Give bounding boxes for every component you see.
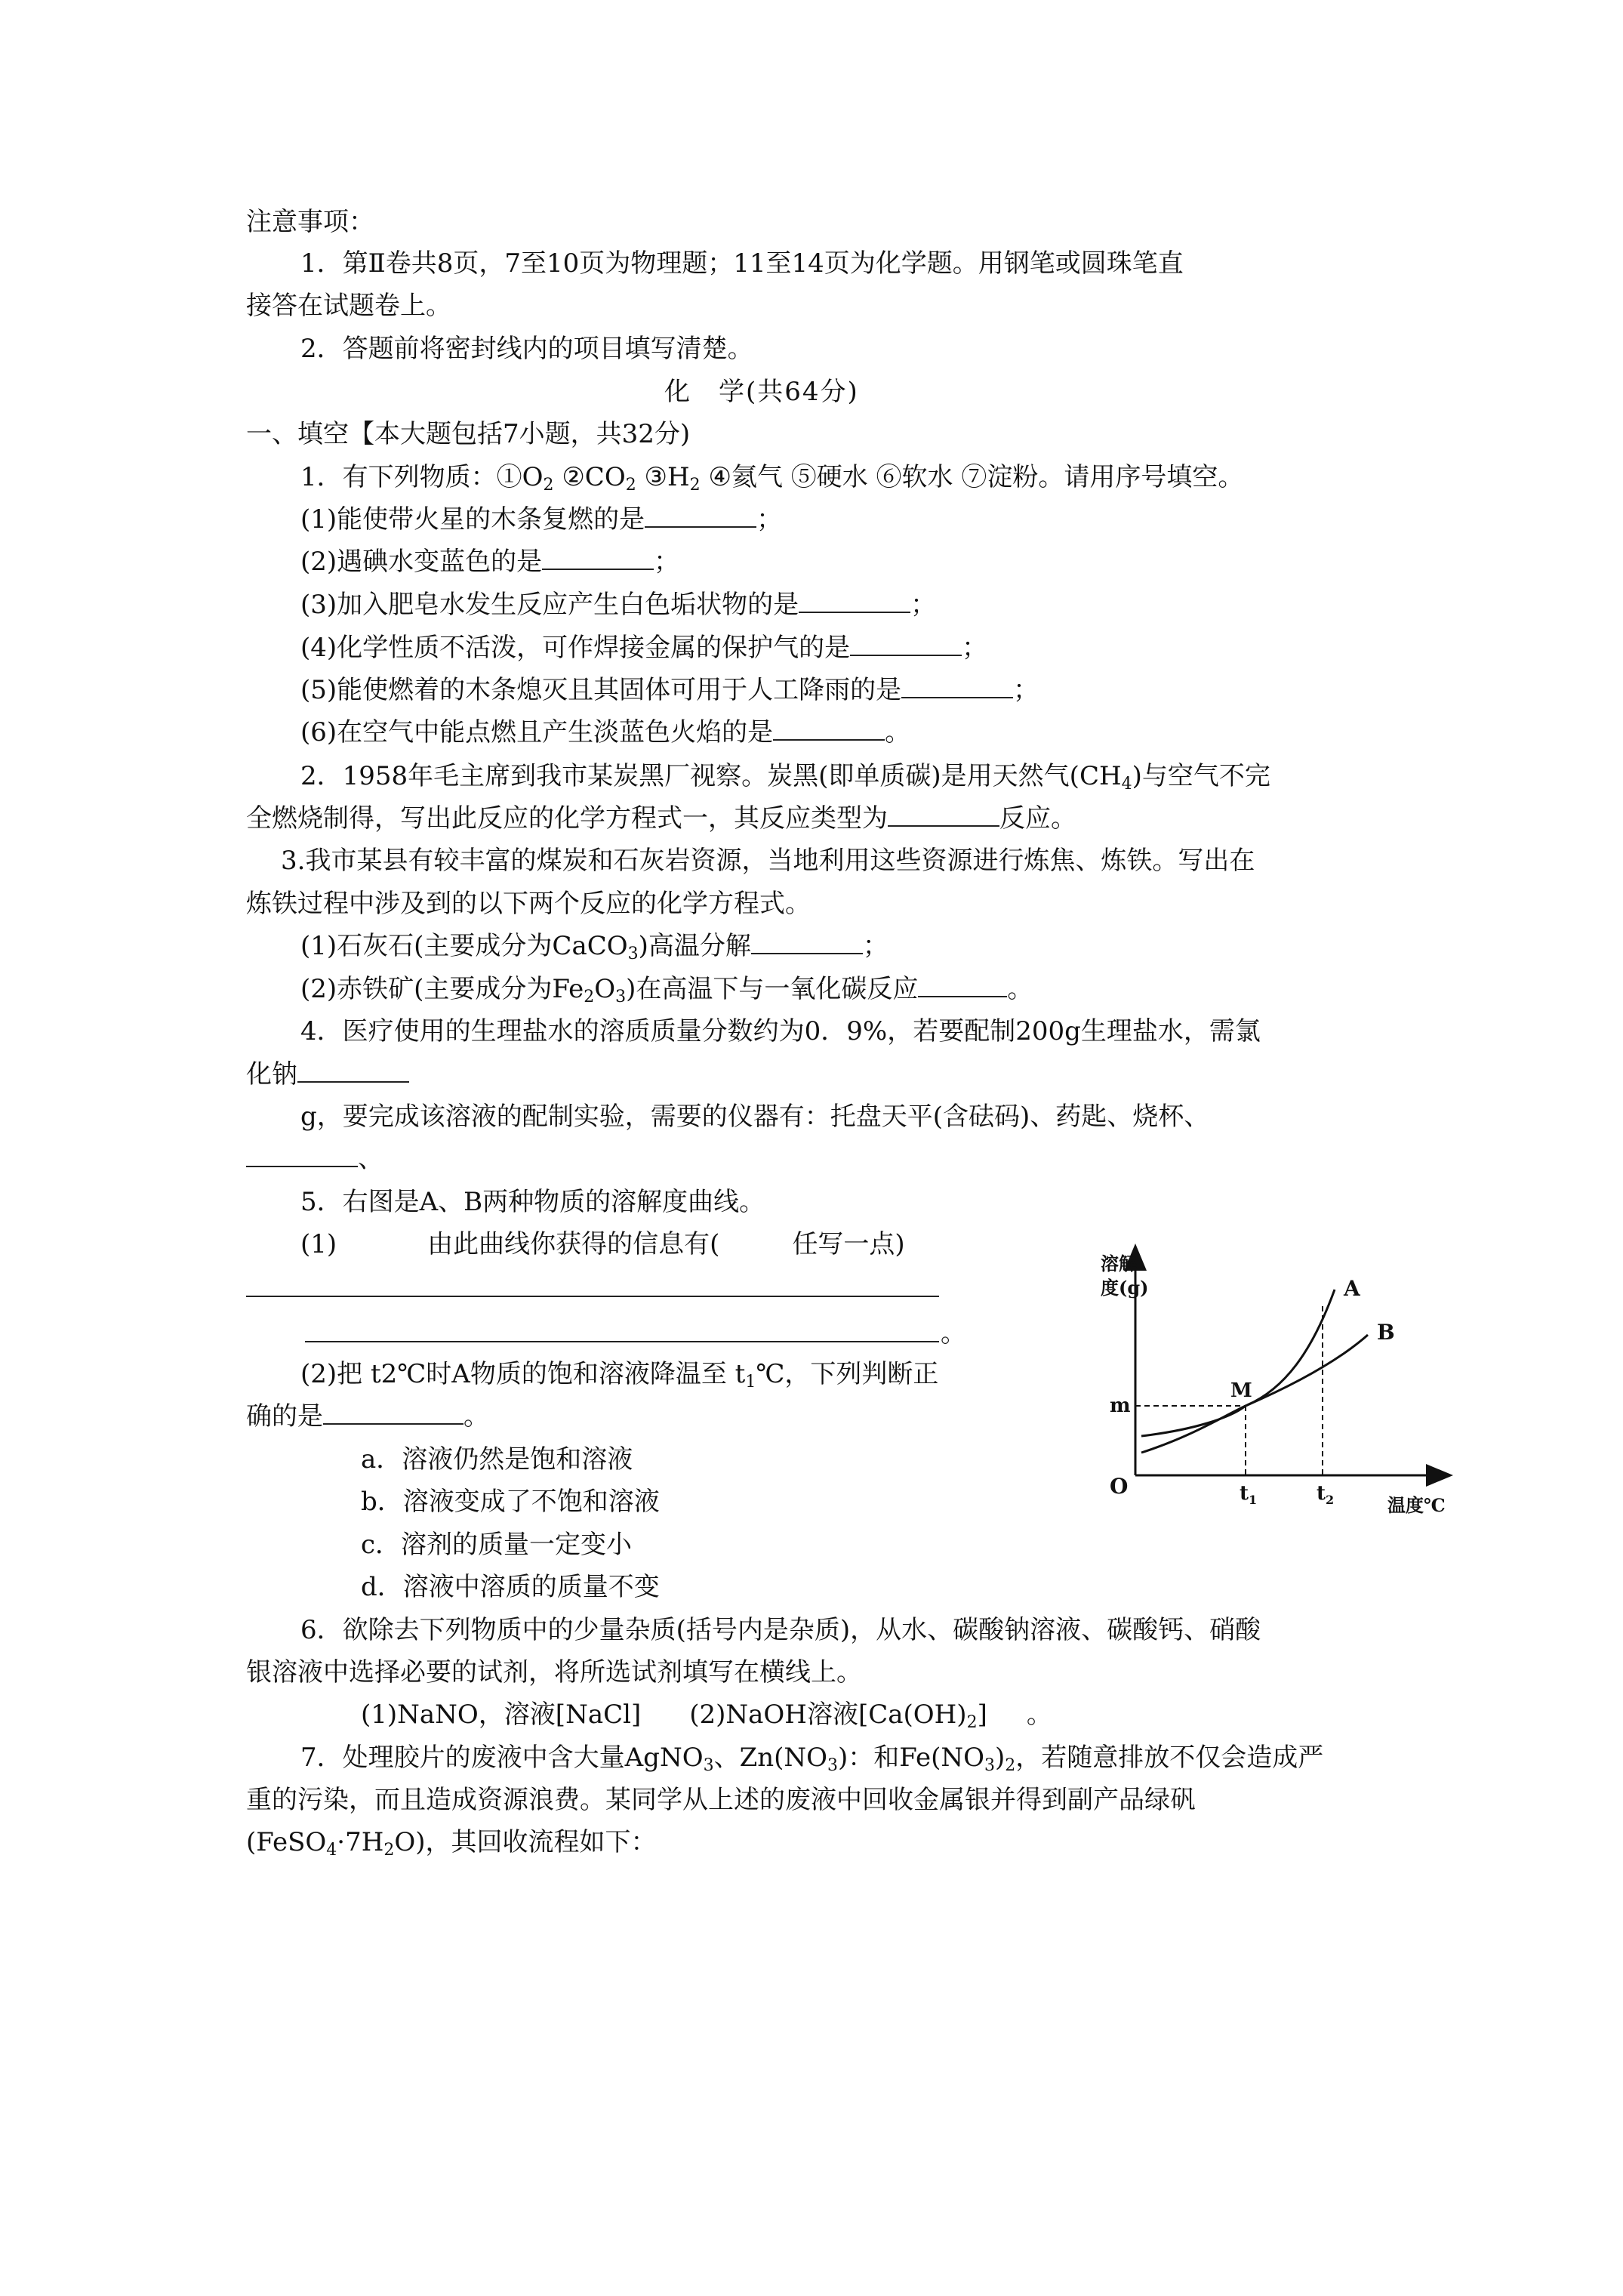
q1-part-3: (3)加入肥皂水发生反应产生白色垢状物的是 ； [300, 590, 937, 620]
curve-b-label: B [1377, 1320, 1395, 1345]
q1-part-4: (4)化学性质不活泼，可作焊接金属的保护气的是 ； [300, 633, 988, 663]
m-label: m [1110, 1395, 1131, 1417]
notes-heading: 注意事项： [246, 207, 374, 237]
answer-line[interactable] [305, 1341, 939, 1342]
q7-line-1: 7．处理胶片的废液中含大量AgNO$_3$、$Zn(NO_3)$：和$Fe(NO_3)_2$，若随意排放不仅会造成严 [300, 1743, 1324, 1775]
section-heading: 一、填空【本大题包括7小题，共32分) [246, 419, 691, 449]
q3-part-1: (1)石灰石(主要成分为CaCO$_3$)高温分解 ； [300, 931, 888, 963]
answer-blank[interactable] [542, 546, 654, 570]
solubility-curve-figure [1087, 1238, 1480, 1525]
q7-line-3: $(FeSO_4\cdot 7H_2O)$，其回收流程如下： [246, 1827, 657, 1860]
t1-label: t [1240, 1482, 1249, 1505]
q5-option-d: d．溶液中溶质的质量不变 [361, 1572, 660, 1602]
answer-blank[interactable] [246, 1143, 358, 1167]
answer-blank[interactable] [297, 1059, 409, 1083]
q1-part-5: (5)能使燃着的木条熄灭且其固体可用于人工降雨的是 ； [300, 675, 1039, 705]
q1-stem: 1．有下列物质：$①O_2$ $②CO_2$ $③H_2$ ④氦气 ⑤硬水 ⑥软水 ⑦淀粉。请用序号填空。 [300, 462, 1244, 495]
section-title: 化 学(共64分) [664, 377, 859, 407]
point-m-label: M [1230, 1379, 1252, 1402]
q3-line-2: 炼铁过程中涉及到的以下两个反应的化学方程式。 [246, 889, 811, 919]
answer-blank[interactable] [888, 803, 999, 827]
q5-part-2: (2)把 t2℃时A物质的饱和溶液降温至 $t_1℃$，下列判断正 [300, 1359, 939, 1391]
answer-blank[interactable] [751, 930, 863, 954]
q2-line-1: 2．1958年毛主席到我市某炭黑厂视察。炭黑(即单质碳)是用天然气$(CH_4)$与空气不完 [300, 761, 1270, 794]
q4-line-2: 化钠 [246, 1058, 409, 1091]
notes-item-1: 1．第Ⅱ卷共8页，7至10页为物理题；11至14页为化学题。用钢笔或圆珠笔直 [300, 248, 1184, 279]
q4-line-4: 、 [246, 1142, 383, 1176]
q2-line-2: 全燃烧制得，写出此反应的化学方程式一，其反应类型为 反应。 [246, 803, 1076, 834]
t2-label: t [1317, 1482, 1326, 1505]
q5-option-a: a．溶液仍然是饱和溶液 [361, 1444, 633, 1475]
answer-blank[interactable] [773, 717, 885, 741]
answer-blank[interactable] [799, 589, 910, 613]
origin-label: O [1110, 1474, 1129, 1499]
curve-a [1141, 1290, 1335, 1436]
q5-option-c: c．溶剂的质量一定变小 [361, 1530, 633, 1560]
q4-line-3: g，要完成该溶液的配制实验，需要的仪器有：托盘天平(含砝码)、药匙、烧杯、 [300, 1102, 1210, 1132]
notes-item-2: 2．答题前将密封线内的项目填写清楚。 [300, 334, 753, 364]
q5-option-b: b．溶液变成了不饱和溶液 [361, 1487, 660, 1517]
q5-line-1: 5．右图是A、B两种物质的溶解度曲线。 [300, 1187, 765, 1217]
curve-b [1141, 1335, 1368, 1453]
notes-item-1-cont: 接答在试题卷上。 [246, 291, 451, 321]
y-axis-label-1: 溶解 [1101, 1253, 1137, 1274]
q1-part-2: (2)遇碘水变蓝色的是 ； [300, 547, 680, 577]
q6-line-3: (1)NaNO，溶液[NaCl] (2)NaOH溶液$[Ca(OH)_2]$ 。 [361, 1700, 1052, 1732]
answer-blank[interactable] [901, 674, 1013, 698]
answer-blank[interactable] [645, 504, 756, 528]
q6-line-2: 银溶液中选择必要的试剂，将所选试剂填写在横线上。 [246, 1657, 862, 1687]
t1-subscript: 1 [1249, 1493, 1258, 1507]
q3-part-2: (2)赤铁矿(主要成分为$Fe_2O_3$)在高温下与一氧化碳反应 。 [300, 974, 1033, 1006]
answer-line[interactable] [246, 1296, 939, 1297]
curve-a-label: A [1344, 1276, 1360, 1301]
q1-part-6: (6)在空气中能点燃且产生淡蓝色火焰的是 。 [300, 717, 911, 747]
q5-part-2-cont: 确的是 。 [246, 1401, 489, 1432]
q4-line-1: 4．医疗使用的生理盐水的溶质质量分数约为0．9%，若要配制200g生理盐水，需氯 [300, 1016, 1261, 1046]
y-axis-label-2: 度(g) [1101, 1277, 1149, 1299]
q7-line-2: 重的污染，而且造成资源浪费。某同学从上述的废液中回收金属银并得到副产品绿矾 [246, 1785, 1196, 1815]
q3-line-1: 3.我市某县有较丰富的煤炭和石灰岩资源，当地利用这些资源进行炼焦、炼铁。写出在 [281, 846, 1255, 876]
q5-part-1: (1) 由此曲线你获得的信息有( 任写一点) [300, 1229, 905, 1259]
answer-blank[interactable] [850, 632, 962, 656]
answer-blank[interactable] [918, 973, 1007, 997]
t2-subscript: 2 [1326, 1493, 1335, 1507]
q5-part-1-end: 。 [941, 1318, 966, 1348]
q6-line-1: 6．欲除去下列物质中的少量杂质(括号内是杂质)，从水、碳酸钠溶液、碳酸钙、硝酸 [300, 1615, 1261, 1645]
q1-part-1: (1)能使带火星的木条复燃的是 ； [300, 504, 783, 535]
x-axis-label: 温度℃ [1387, 1494, 1446, 1516]
answer-blank[interactable] [323, 1401, 463, 1425]
